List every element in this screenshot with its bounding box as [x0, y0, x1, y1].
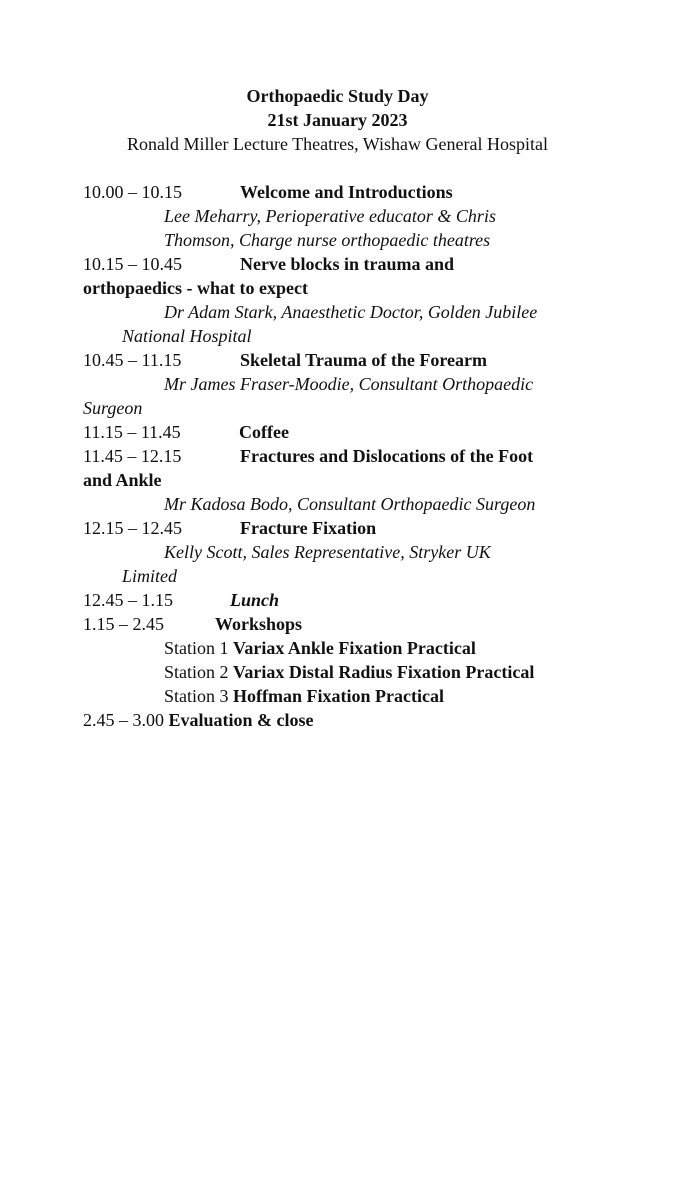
session-time: 11.45 – 12.15 — [83, 446, 182, 466]
session-time: 12.45 – 1.15 — [83, 590, 173, 610]
event-date: 21st January 2023 — [267, 110, 408, 130]
session-title: Fractures and Dislocations of the Foot — [240, 446, 534, 466]
station-label: Station 3 — [164, 686, 229, 706]
session-time: 1.15 – 2.45 — [83, 614, 164, 634]
session-time: 10.00 – 10.15 — [83, 182, 182, 202]
station-label: Station 2 — [164, 662, 229, 682]
station-name: Hoffman Fixation Practical — [233, 686, 444, 706]
session-time: 12.15 – 12.45 — [83, 518, 182, 538]
document-title: Orthopaedic Study Day — [246, 86, 429, 106]
station-name: Variax Distal Radius Fixation Practical — [233, 662, 535, 682]
session-title: Evaluation & close — [168, 710, 314, 730]
session-title: Lunch — [230, 590, 280, 610]
session-time: 11.15 – 11.45 — [83, 422, 181, 442]
session-speaker: Mr James Fraser-Moodie, Consultant Orthopaedic — [164, 374, 534, 394]
workshop-station — [164, 636, 476, 660]
closing-line — [83, 708, 314, 732]
session-title: Skeletal Trauma of the Forearm — [240, 350, 487, 370]
session-time: 10.45 – 11.15 — [83, 350, 182, 370]
session-title: Fracture Fixation — [240, 518, 377, 538]
workshop-station — [164, 660, 534, 684]
session-speaker: Surgeon — [83, 398, 143, 418]
session-speaker: Lee Meharry, Perioperative educator & Chris — [164, 206, 496, 226]
session-speaker: Kelly Scott, Sales Representative, Stryker UK — [164, 542, 491, 562]
station-name: Variax Ankle Fixation Practical — [233, 638, 476, 658]
session-title: orthopaedics - what to expect — [83, 278, 308, 298]
session-speaker: National Hospital — [122, 326, 252, 346]
session-title: Welcome and Introductions — [240, 182, 453, 202]
session-time: 10.15 – 10.45 — [83, 254, 182, 274]
session-speaker: Limited — [122, 566, 178, 586]
session-title: and Ankle — [83, 470, 162, 490]
workshop-station — [164, 684, 444, 708]
session-title: Nerve blocks in trauma and — [240, 254, 455, 274]
session-title: Workshops — [215, 614, 303, 634]
session-time: 2.45 – 3.00 — [83, 710, 164, 730]
session-title: Coffee — [239, 422, 289, 442]
session-speaker: Thomson, Charge nurse orthopaedic theatres — [164, 230, 491, 250]
event-venue: Ronald Miller Lecture Theatres, Wishaw General Hospital — [127, 134, 548, 154]
session-speaker: Dr Adam Stark, Anaesthetic Doctor, Golden Jubilee — [164, 302, 538, 322]
session-speaker: Mr Kadosa Bodo, Consultant Orthopaedic Surgeon — [164, 494, 536, 514]
station-label: Station 1 — [164, 638, 229, 658]
